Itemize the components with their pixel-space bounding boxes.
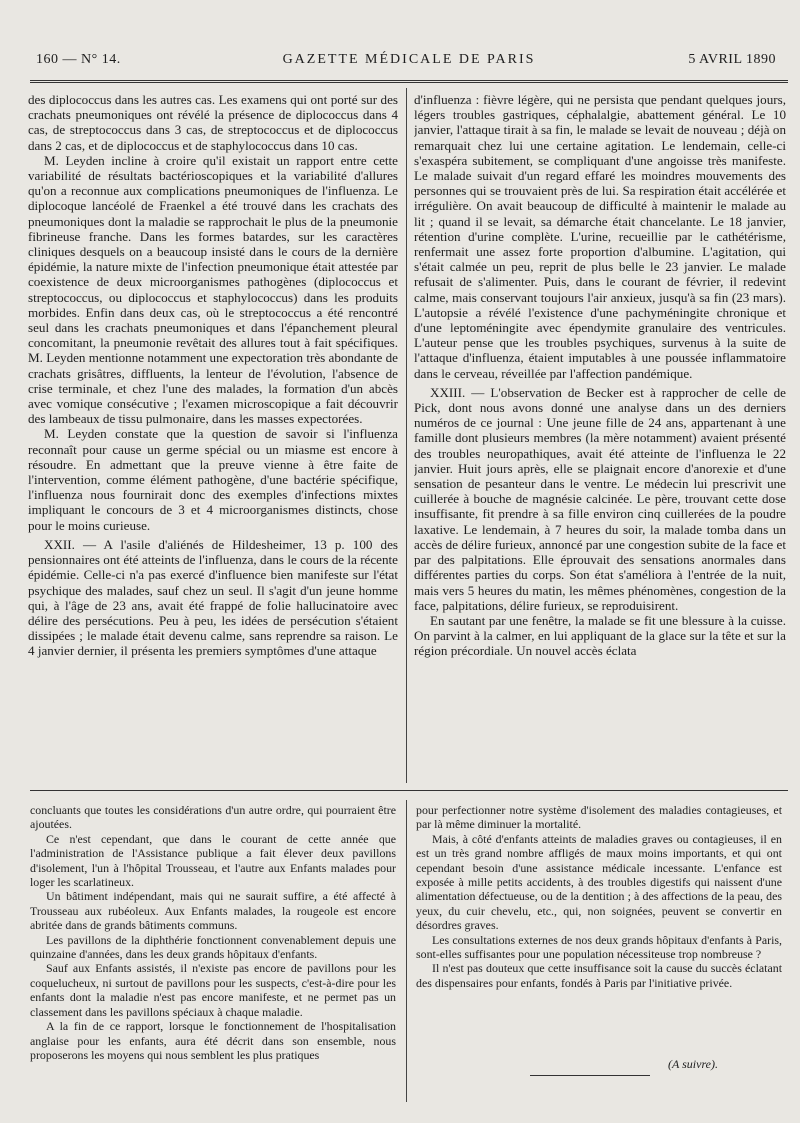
paragraph: Les pavillons de la diphthérie fonctionnent convenablement depuis une quinzaine d'années, dans les deux grands hôpitaux d'enfants. (30, 932, 396, 962)
section-rule (30, 790, 788, 791)
paragraph: M. Leyden constate que la question de savoir si l'influenza reconnaît pour cause un germe spécial ou un miasme est encore à résoudre. En admettant que la preuve vienne à être faite de l'intervention, comme élément pathogène, d'une bactérie spécifique, l'influenza nous fournirait donc des exemples d'infections mixtes impliquant le concours de 3 et 4 microorganismes distincts, chose pour le moins curieuse. (28, 426, 398, 533)
paragraph: des diplococcus dans les autres cas. Les examens qui ont porté sur des crachats pneumoniques ont révélé la présence de diplococcus dans 4 cas, de streptococcus dans 3 cas, de streptococcus et de diplococcus dans 2 cas, et de diplococcus et de staphylococcus dans 10 cas. (28, 92, 398, 153)
to-be-continued: (A suivre). (668, 1057, 718, 1071)
lower-right-column (416, 803, 782, 1053)
paragraph: XXII. — A l'asile d'aliénés de Hildesheimer, 13 p. 100 des pensionnaires ont été atteints de l'influenza, dans le cours de la récente épidémie. Celle-ci n'a pas exercé d'influence bien manifeste sur l'état psychique des malades, sauf chez un seul. Il s'agit d'un jeune homme qui, à l'âge de 23 ans, avait été frappé de folie hallucinatoire avec délire des persécutions. Peu à peu, les idées de persécution s'étaient dissipées ; le malade était devenu calme, sans reprendre sa raison. Le 4 janvier dernier, il présenta les premiers symptômes d'une attaque (28, 536, 398, 659)
upper-right-column (414, 92, 786, 782)
closing-dash (530, 1075, 650, 1076)
paragraph: Mais, à côté d'enfants atteints de maladies graves ou contagieuses, il en est un très grand nombre affligés de maux moins importants, et qui ont cependant besoin d'une assistance médicale incessante. L'enfance est exposée à mille petits accidents, à des troubles digestifs qui naissent d'une alimentation défectueuse, ou de la dentition ; à des affections de la peau, des yeux, du cuir chevelu, etc., qui, non soignées, peuvent se convertir en désordres graves. (416, 831, 782, 933)
paragraph: Un bâtiment indépendant, mais qui ne saurait suffire, a été affecté à Trousseau aux rubéoleux. Aux Enfants malades, la rougeole est encore abritée dans de grands bâtiments communs. (30, 889, 396, 933)
page-number: 160 — N° 14. (36, 52, 121, 67)
paragraph: Les consultations externes de nos deux grands hôpitaux d'enfants à Paris, sont-elles suffisantes pour une population nécessiteuse trop nombreuse ? (416, 932, 782, 962)
paragraph: pour perfectionner notre système d'isolement des maladies contagieuses, et par là même diminuer la mortalité. (416, 803, 782, 832)
paragraph: M. Leyden incline à croire qu'il existait un rapport entre cette variabilité de résultats bactérioscopiques et la variabilité d'allures qu'on a reconnue aux complications pneumoniques de l'influenza. Le diplocoque lancéolé de Fraenkel a été trouvé dans les crachats des pneumoniques dont la maladie se rapprochait le plus de la pneumonie fibrineuse franche. Dans les formes batardes, sur les caractères cliniques desquels on a beaucoup insisté dans le cours de la dernière épidémie, la nature mixte de l'infection pneumonique était attestée par coexistence de deux microorganismes pathogènes (diplococcus et streptococcus, ou diplococcus et staphylococcus) dans les produits morbides. Enfin dans deux cas, où le streptococcus a été rencontré seul dans les crachats pneumoniques et dans l'épanchement pleural concomitant, la pneumonie revêtait des allures tout à fait spécifiques. M. Leyden mentionne notamment une expectoration très abondante de crachats grisâtres, diffluents, la lenteur de l'évolution, l'absence de crise terminale, et chez l'une des malades, la formation d'un abcès avec vomique consécutive ; l'examen microscopique a fait découvrir des lambeaux de tissu pulmonaire, dans les masses expectorées. (28, 152, 398, 427)
paragraph: concluants que toutes les considérations d'un autre ordre, qui pourraient être ajoutées. (30, 803, 396, 832)
paragraph: En sautant par une fenêtre, la malade se fit une blessure à la cuisse. On parvint à la calmer, en lui appliquant de la glace sur la tête et sur la région précordiale. Un nouvel accès éclata (414, 612, 786, 659)
journal-title: GAZETTE MÉDICALE DE PARIS (282, 52, 536, 67)
page-header (30, 50, 788, 76)
paragraph: Sauf aux Enfants assistés, il n'existe pas encore de pavillons pour les coquelucheux, ni surtout de pavillons pour les suspects, c'est-à-dire pour les enfants dont la maladie n'est pas encore manifeste, et ne permet pas un classement dans les pavillons spéciaux à chaque maladie. (30, 961, 396, 1019)
lower-left-column (30, 803, 396, 1101)
column-divider (406, 88, 407, 783)
upper-left-column (28, 92, 398, 782)
paragraph: Il n'est pas douteux que cette insuffisance soit la cause du succès éclatant des dispensaires pour enfants, fondés à Paris par l'initiative privée. (416, 961, 782, 990)
column-divider (406, 800, 407, 1102)
paragraph: XXIII. — L'observation de Becker est à rapprocher de celle de Pick, dont nous avons donné une analyse dans un des derniers numéros de ce journal : Une jeune fille de 24 ans, appartenant à une famille dont plusieurs membres (la mère notamment) avaient présenté des troubles neuropathiques, avait été atteinte de l'influenza le 22 janvier. Huit jours après, elle se plaignait encore d'anorexie et d'une sensation de pesanteur dans le ventre. Le médecin lui prescrivit une cuillerée à bouche de magnésie calcinée. Le père, trouvant cette dose insuffisante, fit prendre à sa fille environ cinq cuillerées de la poudre laxative. Le lendemain, à 7 heures du soir, la malade tomba dans un accès de délire furieux, annoncé par une congestion subite de la face et par des palpitations. Elle éprouvait des sensations anormales dans différentes parties du corps. Son état s'améliora à l'entrée de la nuit, mais vers 5 heures du matin, les mêmes phénomènes, congestion de la face, palpitations, délire furieux, se reproduisirent. (414, 384, 786, 613)
paragraph: d'influenza : fièvre légère, qui ne persista que pendant quelques jours, légers troubles gastriques, céphalalgie, abattement général. Le 10 janvier, l'attaque tirait à sa fin, le malade se levait de nouveau ; déjà on remarquait chez lui une certaine agitation. Le lendemain, celle-ci s'exaspéra subitement, se compliquant d'une angoisse très manifeste. Le malade suivait d'un regard effaré les moindres mouvements des personnes qui se trouvaient près de lui. Sa respiration était accélérée et irrégulière. On avait beaucoup de difficulté à maintenir le malade au lit ; quand il se levait, sa démarche était chancelante. Le 18 janvier, rétention d'urine complète. L'urine, recueillie par le cathétérisme, renfermait une assez forte proportion d'albumine. L'agitation, qui s'était calmée un peu, reprit de plus belle le 23 janvier. Le malade refusait de s'alimenter. Puis, dans le courant de février, il redevint calme, mais conservant toujours l'air anxieux, jusqu'à sa fin (23 mars). L'autopsie a révélé l'existence d'une pachyméningite chronique et d'une leptoméningite avec épendymite granulaire des ventricules. L'auteur pense que les troubles psychiques, survenus à la suite de l'attaque d'influenza, étaient imputables à une poussée inflammatoire dans le cerveau, réveillée par l'affection pandémique. (414, 92, 786, 381)
issue-date: 5 AVRIL 1890 (688, 52, 776, 67)
paragraph: Ce n'est cependant, que dans le courant de cette année que l'administration de l'Assistance publique a fait élever deux pavillons d'isolement, l'un à l'hôpital Trousseau, et l'autre aux Enfants malades pour loger les scarlatineux. (30, 831, 396, 890)
header-rule (30, 80, 788, 83)
paragraph: A la fin de ce rapport, lorsque le fonctionnement de l'hospitalisation anglaise pour les enfants, aura été décrit dans son ensemble, nous proposerons les moyens qui nous semblent les plus pratiques (30, 1019, 396, 1062)
